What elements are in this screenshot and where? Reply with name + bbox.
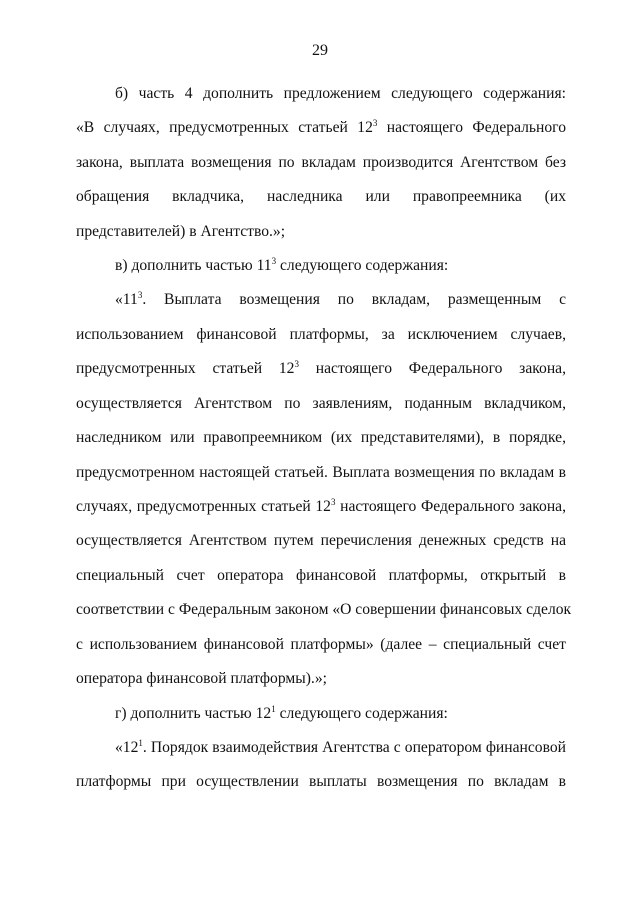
text-line-6: в) дополнить частью $11^3$ следующего содержания: — [115, 256, 449, 274]
text-line-20: «$12^1$. Порядок взаимодействия Агентства с оператором финансовой — [115, 738, 566, 756]
text-line-15: специальный счет оператора финансовой платформы, открытый в — [76, 567, 566, 584]
text-line-10: осуществляется Агентством по заявлениям, поданным вкладчиком, — [76, 395, 566, 412]
text-line-13: случаях, предусмотренных статьей $12^3$ настоящего Федерального закона, — [76, 497, 566, 515]
text-line-7: «$11^3$. Выплата возмещения по вкладам, размещенным с — [115, 290, 566, 308]
page-number: 29 — [312, 42, 328, 59]
text-line-5: представителей) в Агентство.»; — [76, 223, 286, 240]
text-line-1: б) часть 4 дополнить предложением следующего содержания: — [115, 85, 566, 102]
text-line-18: оператора финансовой платформы).»; — [76, 670, 327, 687]
text-line-3: закона, выплата возмещения по вкладам производится Агентством без — [76, 154, 566, 171]
text-line-9: предусмотренных статьей $12^3$ настоящего Федерального закона, — [76, 359, 566, 377]
text-line-11: наследником или правопреемником (их представителями), в порядке, — [76, 429, 566, 446]
text-line-2: «В случаях, предусмотренных статьей $12^3$ настоящего Федерального — [76, 118, 566, 136]
text-line-16: соответствии с Федеральным законом «О совершении финансовых сделок — [76, 601, 572, 618]
text-line-21: платформы при осуществлении выплаты возмещения по вкладам в — [76, 773, 566, 790]
text-line-17: с использованием финансовой платформы» (далее – специальный счет — [76, 636, 566, 653]
text-line-8: использованием финансовой платформы, за исключением случаев, — [76, 326, 566, 343]
text-line-14: осуществляется Агентством путем перечисления денежных средств на — [76, 532, 566, 549]
text-line-4: обращения вкладчика, наследника или правопреемника (их — [76, 188, 566, 205]
text-line-12: предусмотренном настоящей статьей. Выплата возмещения по вкладам в — [76, 464, 566, 481]
text-line-19: г) дополнить частью $12^1$ следующего содержания: — [115, 704, 448, 722]
